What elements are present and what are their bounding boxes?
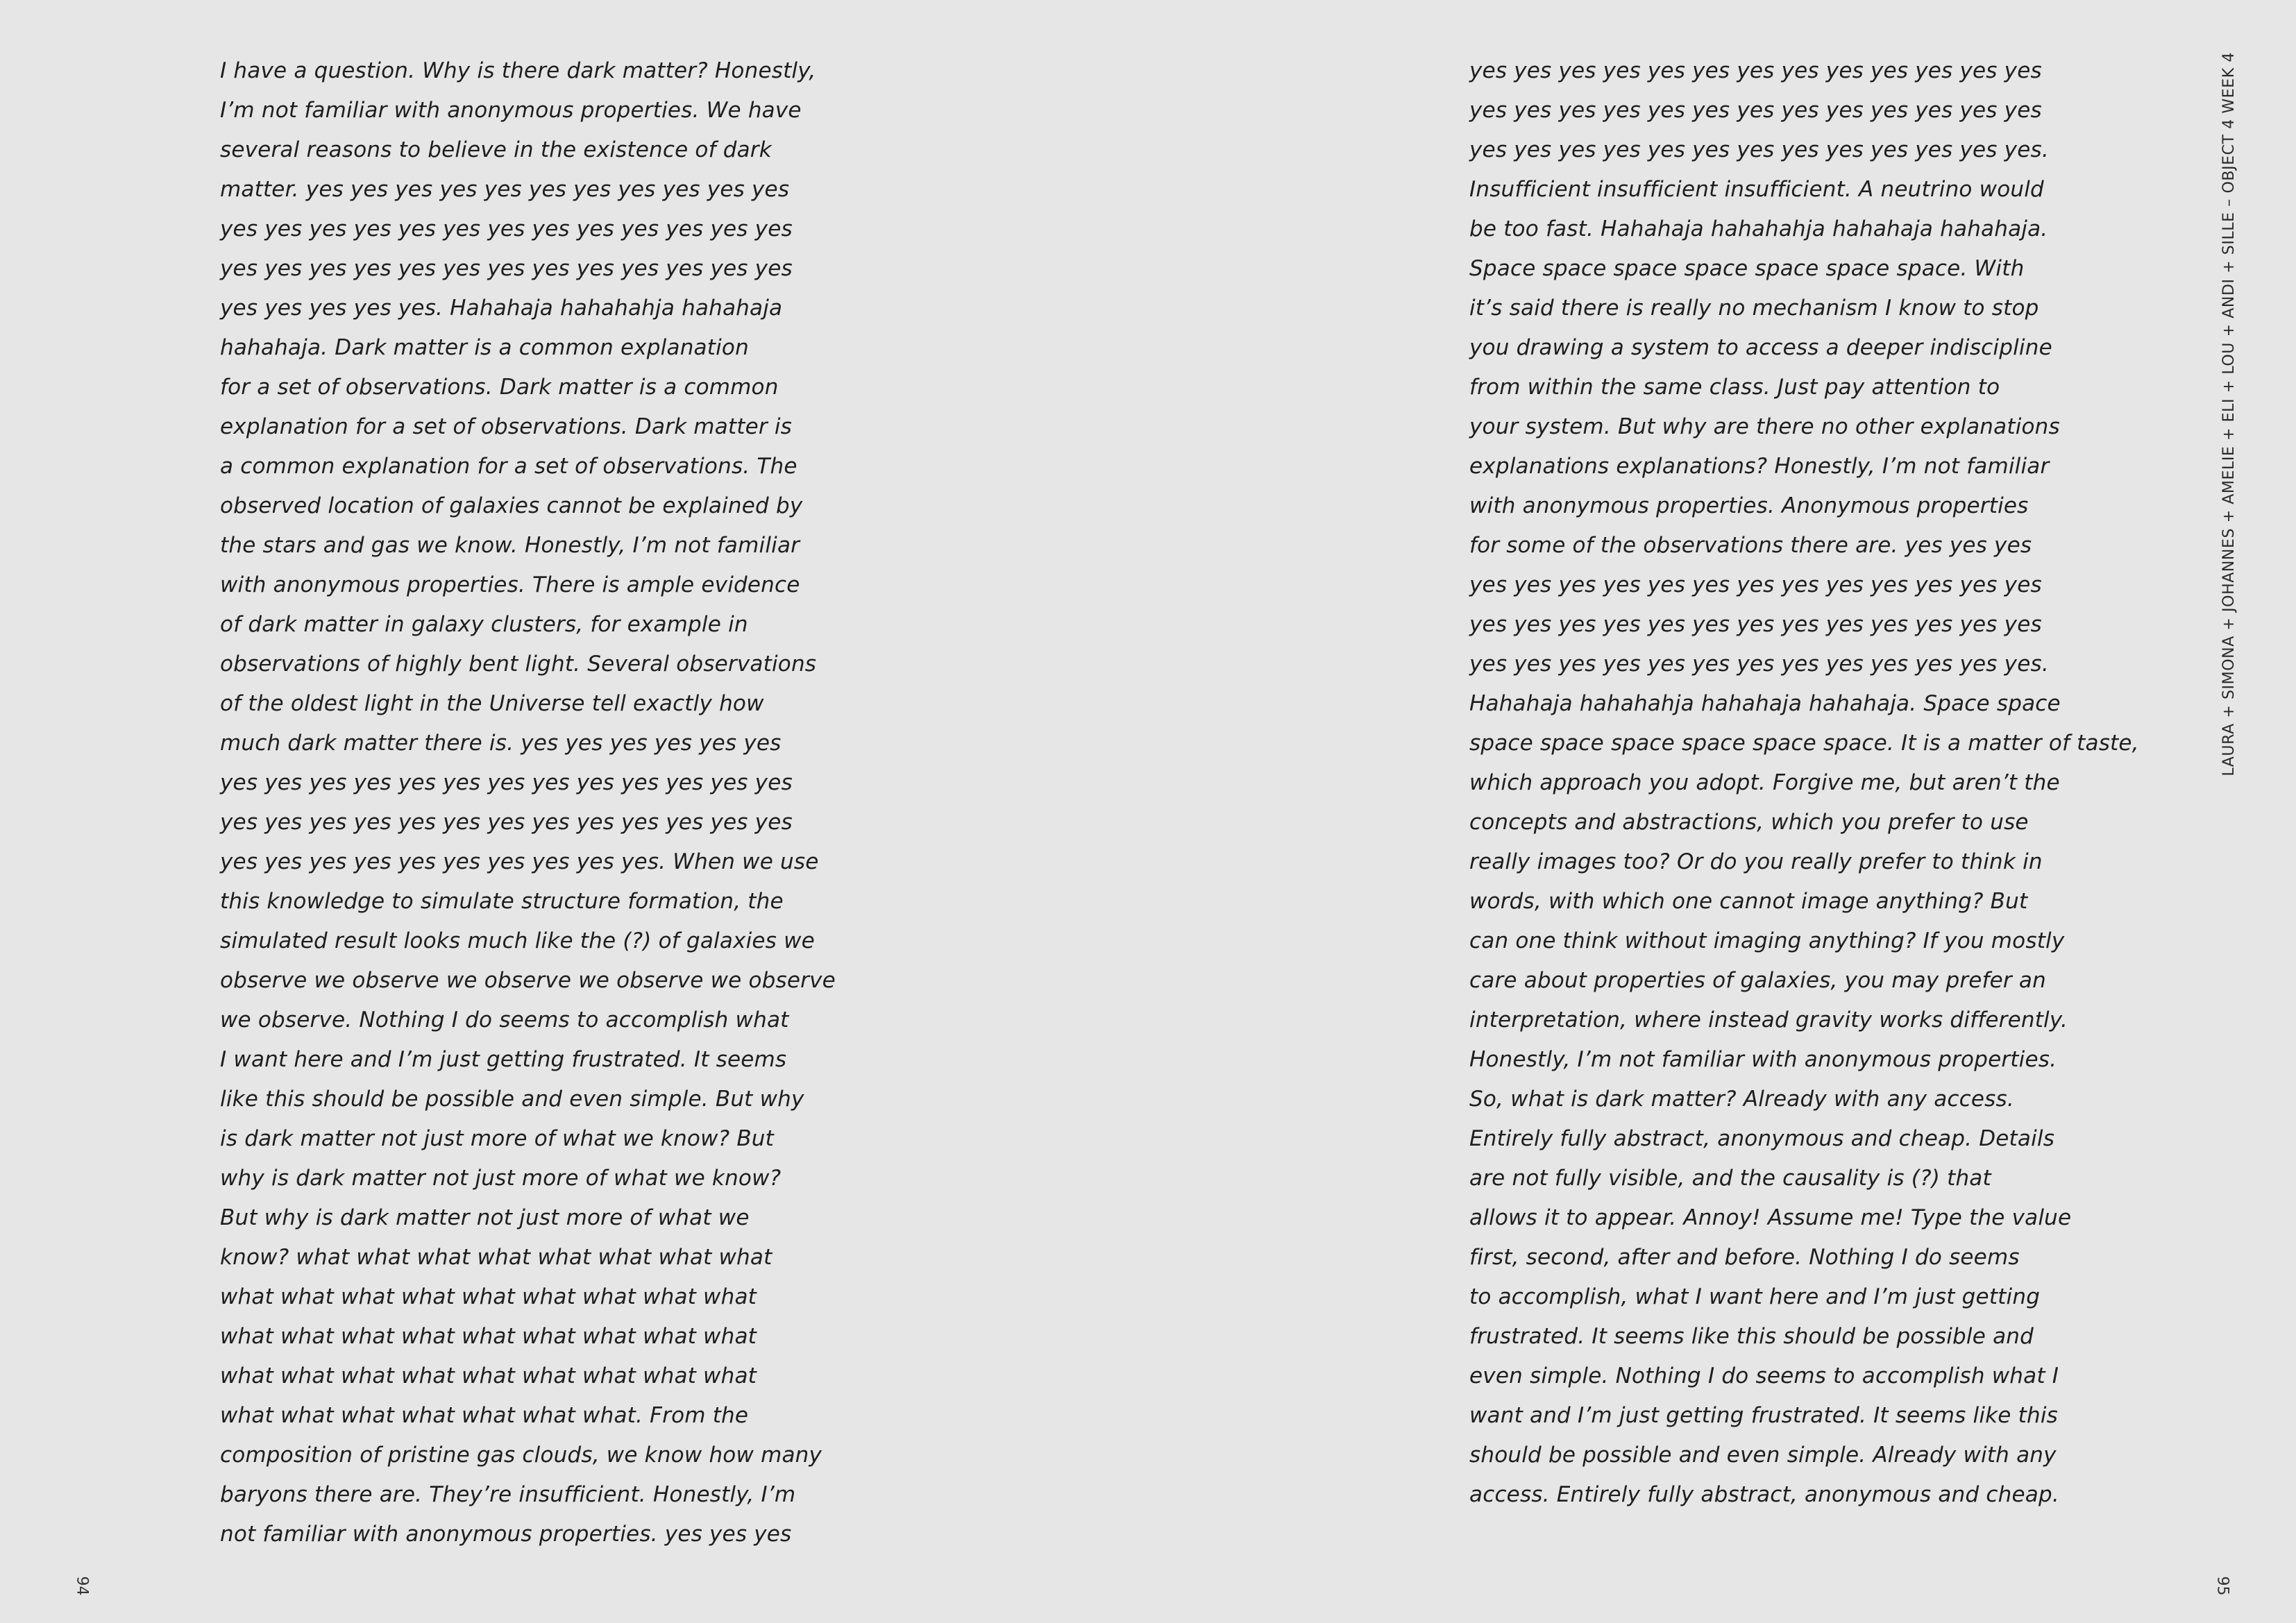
text-line: access. Entirely fully abstract, anonymous and cheap. [1469, 1482, 2059, 1507]
text-line: is dark matter not just more of what we know? But [220, 1126, 775, 1151]
running-head-text: LAURA + SIMONA + JOHANNES + AMELIE + ELI + LOU + ANDI + SILLE – OBJECT 4 WEEK 4 [2220, 52, 2238, 776]
text-line: yes yes yes yes yes yes yes yes yes yes yes yes yes [220, 810, 793, 835]
text-line: Space space space space space space space. With [1469, 256, 2025, 281]
text-line: why is dark matter not just more of what we know? [220, 1166, 782, 1191]
text-line: yes yes yes yes yes yes yes yes yes yes yes yes yes [220, 256, 793, 281]
right-page [1148, 0, 2296, 1623]
text-line: for some of the observations there are. yes yes yes [1469, 533, 2032, 558]
text-line: the stars and gas we know. Honestly, I’m not familiar [220, 533, 800, 558]
text-line: of dark matter in galaxy clusters, for example in [220, 612, 748, 637]
text-line: what what what what what what what what what [220, 1284, 757, 1309]
text-line: care about properties of galaxies, you may prefer an [1469, 968, 2046, 993]
text-line: what what what what what what what what what [220, 1324, 757, 1349]
text-line: Insufficient insufficient insufficient. A neutrino would [1469, 177, 2044, 202]
text-line: Hahahaja hahahahja hahahaja hahahaja. Space space [1469, 691, 2061, 716]
text-line: I want here and I’m just getting frustrated. It seems [220, 1047, 787, 1072]
text-line: yes yes yes yes yes yes yes yes yes yes yes yes yes [220, 216, 793, 241]
text-line: observe we observe we observe we observe we observe [220, 968, 836, 993]
text-line: from within the same class. Just pay attention to [1469, 375, 2000, 400]
text-line: words, with which one cannot image anything? But [1469, 889, 2028, 914]
text-line: So, what is dark matter? Already with any access. [1469, 1087, 2014, 1112]
text-line: observations of highly bent light. Several observations [220, 652, 817, 677]
text-line: frustrated. It seems like this should be possible and [1469, 1324, 2034, 1349]
text-line: composition of pristine gas clouds, we know how many [220, 1443, 822, 1468]
text-line: yes yes yes yes yes yes yes yes yes yes yes yes yes [1469, 612, 2042, 637]
text-line: yes yes yes yes yes yes yes yes yes yes yes yes yes. [1469, 652, 2049, 677]
text-line: you drawing a system to access a deeper indiscipline [1469, 335, 2052, 360]
running-head [2220, 52, 2238, 808]
text-line: yes yes yes yes yes. Hahahaja hahahahja hahahaja [220, 296, 783, 321]
text-line: really images too? Or do you really prefer to think in [1469, 849, 2043, 874]
text-line: a common explanation for a set of observations. The [220, 454, 797, 479]
text-line: observed location of galaxies cannot be explained by [220, 493, 803, 518]
text-line: want and I’m just getting frustrated. It seems like this [1469, 1403, 2058, 1428]
text-line: first, second, after and before. Nothing I do seems [1469, 1245, 2020, 1270]
text-line: with anonymous properties. Anonymous properties [1469, 493, 2029, 518]
text-line: for a set of observations. Dark matter is a common [220, 375, 779, 400]
text-line: be too fast. Hahahaja hahahahja hahahaja hahahaja. [1469, 216, 2048, 241]
text-line: But why is dark matter not just more of what we [220, 1205, 750, 1230]
text-line: matter. yes yes yes yes yes yes yes yes yes yes yes [220, 177, 790, 202]
text-line: what what what what what what what. From the [220, 1403, 749, 1428]
page-number-right: 95 [2213, 1576, 2231, 1596]
left-page-text [220, 51, 836, 1554]
text-line: we observe. Nothing I do seems to accomplish what [220, 1008, 789, 1033]
text-line: baryons there are. They’re insufficient. Honestly, I’m [220, 1482, 796, 1507]
text-line: explanations explanations? Honestly, I’m not familiar [1469, 454, 2050, 479]
text-line: Entirely fully abstract, anonymous and cheap. Details [1469, 1126, 2055, 1151]
text-line: explanation for a set of observations. Dark matter is [220, 414, 793, 439]
text-line: much dark matter there is. yes yes yes yes yes yes [220, 731, 782, 756]
text-line: are not fully visible, and the causality is (?) that [1469, 1166, 1991, 1191]
text-line: yes yes yes yes yes yes yes yes yes yes yes yes yes [1469, 572, 2042, 597]
text-line: like this should be possible and even simple. But why [220, 1087, 804, 1112]
text-line: yes yes yes yes yes yes yes yes yes yes. When we use [220, 849, 819, 874]
text-line: allows it to appear. Annoy! Assume me! Type the value [1469, 1205, 2072, 1230]
text-line: it’s said there is really no mechanism I know to stop [1469, 296, 2039, 321]
text-line: hahahaja. Dark matter is a common explanation [220, 335, 749, 360]
text-line: yes yes yes yes yes yes yes yes yes yes yes yes yes [220, 770, 793, 795]
text-line: interpretation, where instead gravity works differently. [1469, 1008, 2068, 1033]
text-line: should be possible and even simple. Already with any [1469, 1443, 2057, 1468]
page-number-left: 94 [73, 1576, 91, 1596]
text-line: even simple. Nothing I do seems to accomplish what I [1469, 1363, 2059, 1388]
text-line: not familiar with anonymous properties. yes yes yes [220, 1522, 792, 1547]
right-page-text [1469, 51, 2139, 1515]
text-line: I’m not familiar with anonymous properties. We have [220, 98, 802, 123]
text-line: yes yes yes yes yes yes yes yes yes yes yes yes yes [1469, 58, 2042, 83]
text-line: concepts and abstractions, which you prefer to use [1469, 810, 2029, 835]
text-line: this knowledge to simulate structure formation, the [220, 889, 784, 914]
text-line: your system. But why are there no other explanations [1469, 414, 2060, 439]
text-line: space space space space space space. It is a matter of taste, [1469, 731, 2139, 756]
text-line: yes yes yes yes yes yes yes yes yes yes yes yes yes. [1469, 137, 2049, 162]
text-line: simulated result looks much like the (?) of galaxies we [220, 928, 815, 953]
text-line: which approach you adopt. Forgive me, but aren’t the [1469, 770, 2060, 795]
text-line: can one think without imaging anything? If you mostly [1469, 928, 2065, 953]
text-line: several reasons to believe in the existence of dark [220, 137, 772, 162]
text-line: I have a question. Why is there dark matter? Honestly, [220, 58, 816, 83]
text-line: what what what what what what what what what [220, 1363, 757, 1388]
text-line: know? what what what what what what what what [220, 1245, 773, 1270]
text-line: to accomplish, what I want here and I’m just getting [1469, 1284, 2041, 1309]
text-line: Honestly, I’m not familiar with anonymous properties. [1469, 1047, 2057, 1072]
text-line: with anonymous properties. There is ample evidence [220, 572, 800, 597]
text-line: of the oldest light in the Universe tell exactly how [220, 691, 764, 716]
text-line: yes yes yes yes yes yes yes yes yes yes yes yes yes [1469, 98, 2042, 123]
